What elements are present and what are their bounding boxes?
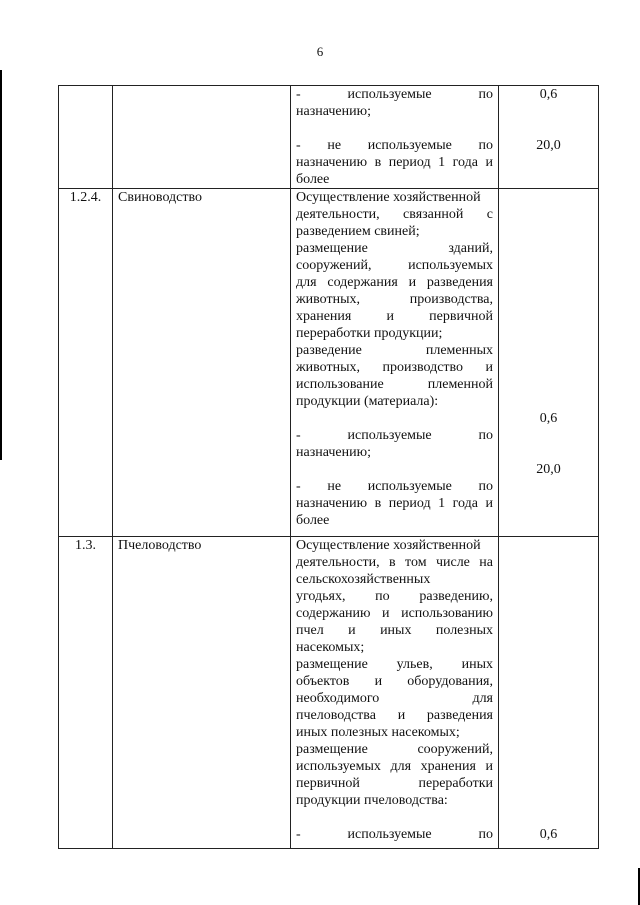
desc-line: Осуществление хозяйственной xyxy=(296,190,481,205)
row-name-cell: Свиноводство xyxy=(113,189,291,537)
coefficient-value: 0,6 xyxy=(539,411,558,426)
item-line: - не используемые по xyxy=(296,138,493,153)
row-value-cell xyxy=(499,86,599,189)
desc-line: животных, производства, xyxy=(296,292,493,307)
desc-line: объектов и оборудования, xyxy=(296,674,493,689)
desc-line: содержанию и использованию xyxy=(296,606,493,621)
row-number-cell: 1.3. xyxy=(59,537,113,849)
coefficient-value: 0,6 xyxy=(539,87,558,102)
desc-line: используемых для хранения и xyxy=(296,759,493,774)
row-description-cell xyxy=(291,189,499,537)
desc-line: животных, производство и xyxy=(296,360,493,375)
row-number-cell: 1.2.4. xyxy=(59,189,113,537)
desc-line: необходимого для xyxy=(296,691,493,706)
item-line: - используемые по xyxy=(296,428,493,443)
item-line: более xyxy=(296,513,330,528)
row-value-cell xyxy=(499,189,599,537)
land-use-table xyxy=(58,85,599,849)
row-name-cell: Пчеловодство xyxy=(113,537,291,849)
desc-line: для содержания и разведения xyxy=(296,275,493,290)
row-number-cell xyxy=(59,86,113,189)
desc-line: Осуществление хозяйственной xyxy=(296,538,481,553)
desc-line: пчел и иных полезных xyxy=(296,623,493,638)
desc-line: разведение племенных xyxy=(296,343,493,358)
item-line: - используемые по xyxy=(296,87,493,102)
item-line: - не используемые по xyxy=(296,479,493,494)
row-description-cell xyxy=(291,537,499,849)
row-name-cell xyxy=(113,86,291,189)
item-line: - используемые по xyxy=(296,827,493,842)
table-row xyxy=(59,537,599,849)
desc-line: использование племенной xyxy=(296,377,493,392)
page-number: 6 xyxy=(316,44,324,59)
table-row xyxy=(59,189,599,537)
item-line: назначению; xyxy=(296,445,371,460)
item-line: назначению в период 1 года и xyxy=(296,155,493,170)
desc-line: деятельности, в том числе на xyxy=(296,555,493,570)
table-row xyxy=(59,86,599,189)
coefficient-value: 20,0 xyxy=(536,138,561,153)
desc-line: продукции пчеловодства: xyxy=(296,793,448,808)
desc-line: переработки продукции; xyxy=(296,326,443,341)
row-description-cell xyxy=(291,86,499,189)
row-value-cell xyxy=(499,537,599,849)
desc-line: размещение зданий, xyxy=(296,241,493,256)
desc-line: размещение ульев, иных xyxy=(296,657,493,672)
desc-line: угодьях, по разведению, xyxy=(296,589,493,604)
desc-line: деятельности, связанной с xyxy=(296,207,493,222)
desc-line: размещение сооружений, xyxy=(296,742,493,757)
coefficient-value: 20,0 xyxy=(536,462,561,477)
item-line: более xyxy=(296,172,330,187)
item-line: назначению в период 1 года и xyxy=(296,496,493,511)
coefficient-value: 0,6 xyxy=(539,827,558,842)
desc-line: насекомых; xyxy=(296,640,365,655)
scan-edge-mark-left xyxy=(0,70,2,460)
desc-line: сооружений, используемых xyxy=(296,258,493,273)
desc-line: хранения и первичной xyxy=(296,309,493,324)
desc-line: иных полезных насекомых; xyxy=(296,725,460,740)
desc-line: первичной переработки xyxy=(296,776,493,791)
desc-line: разведением свиней; xyxy=(296,224,420,239)
desc-line: пчеловодства и разведения xyxy=(296,708,493,723)
desc-line: продукции (материала): xyxy=(296,394,439,409)
desc-line: сельскохозяйственных xyxy=(296,572,431,587)
item-line: назначению; xyxy=(296,104,371,119)
